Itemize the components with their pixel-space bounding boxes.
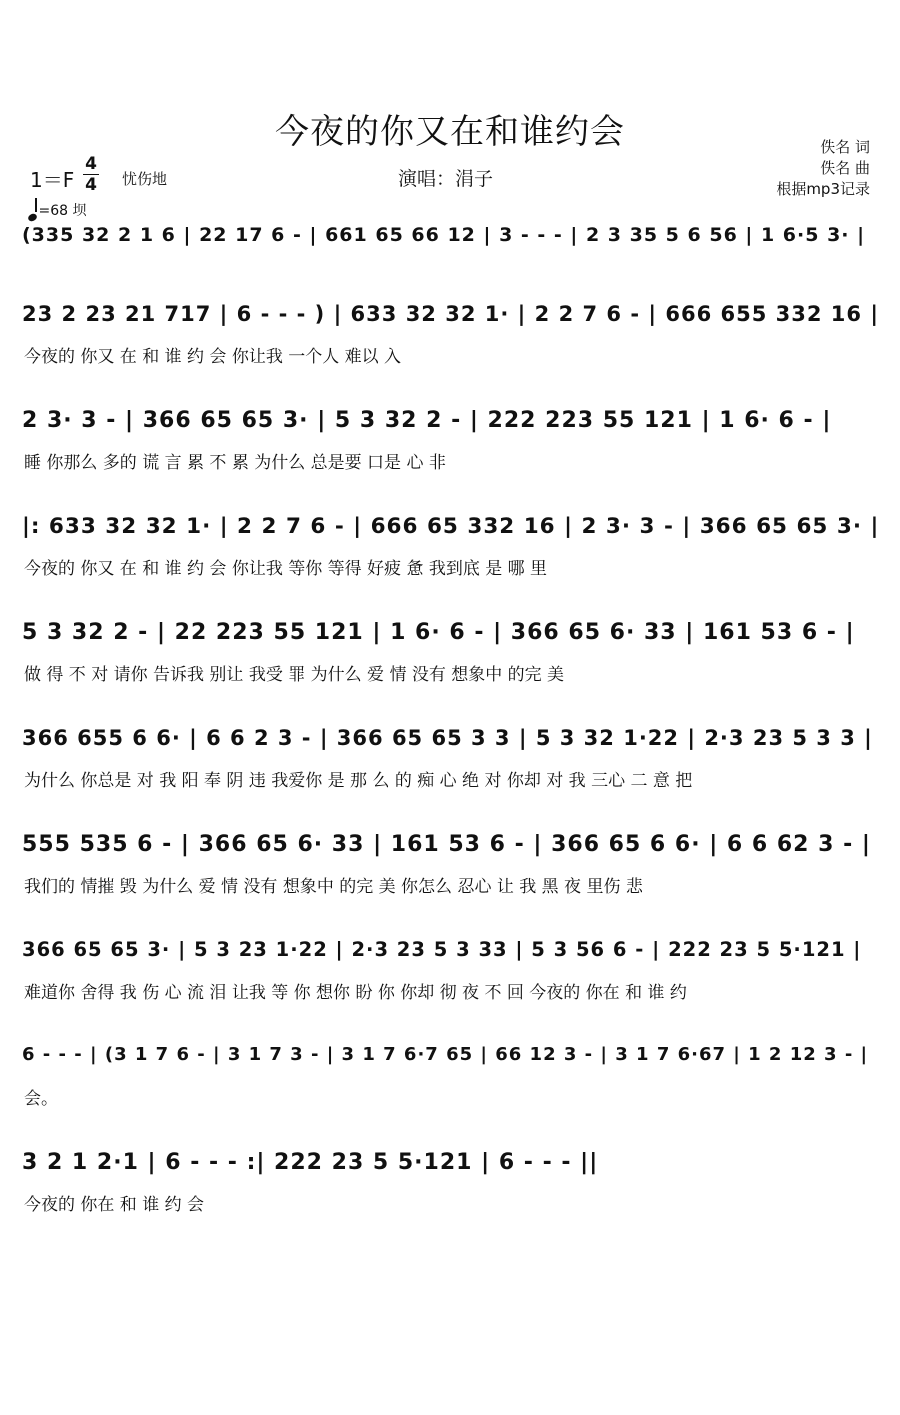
system-9-lyrics: 会。	[24, 1089, 58, 1109]
time-signature	[82, 154, 100, 195]
system-4-lyrics: 今夜的 你又 在 和 谁 约 会 你让我 等你 等得 好疲 惫 我到底 是 哪 里	[24, 559, 548, 579]
system-4-notes: |: 633 32 32 1· | 2 2 7 6 - | 666 65 332 16 | 2 3· 3 - | 366 65 65 3· |	[22, 514, 880, 539]
system-3-lyrics: 睡 你那么 多的 谎 言 累 不 累 为什么 总是要 口是 心 非	[24, 453, 446, 473]
system-5-lyrics: 做 得 不 对 请你 告诉我 别让 我受 罪 为什么 爱 情 没有 想象中 的完 美	[24, 665, 565, 685]
mood-marking: 忧伤地	[122, 170, 168, 188]
system-7-notes: 555 535 6 - | 366 65 6· 33 | 161 53 6 - | 366 65 6 6· | 6 6 62 3 - |	[22, 832, 871, 857]
credits	[776, 137, 870, 200]
note-stem-icon	[35, 198, 37, 212]
system-3-notes: 2 3· 3 - | 366 65 65 3· | 5 3 32 2 - | 222 223 55 121 | 1 6· 6 - |	[22, 408, 832, 433]
singer: 演唱：涓子	[398, 168, 494, 190]
time-signature-top: 4	[85, 154, 97, 174]
time-signature-bottom: 4	[85, 175, 97, 195]
tempo-marking	[28, 200, 87, 220]
credit-music: 佚名 曲	[820, 159, 870, 177]
system-10-notes: 3 2 1 2·1 | 6 - - - :| 222 23 5 5·121 | 6 - - - ||	[22, 1150, 599, 1175]
system-9-notes: 6 - - - | (3 1 7 6 - | 3 1 7 3 - | 3 1 7 6·7 65 | 66 12 3 - | 3 1 7 6·67 | 1 2 12 3 - |	[22, 1044, 869, 1065]
system-7-lyrics: 我们的 情摧 毁 为什么 爱 情 没有 想象中 的完 美 你怎么 忍心 让 我 黑 夜 里伤 悲	[24, 877, 643, 897]
credit-source: 根据mp3记录	[776, 180, 870, 198]
system-8-notes: 366 65 65 3· | 5 3 23 1·22 | 2·3 23 5 3 33 | 5 3 56 6 - | 222 23 5 5·121 |	[22, 938, 862, 961]
system-1-notes: (335 32 2 1 6 | 22 17 6 - | 661 65 66 12 | 3 - - - | 2 3 35 5 6 56 | 1 6·5 3· |	[22, 224, 866, 246]
system-10-lyrics: 今夜的 你在 和 谁 约 会	[24, 1195, 205, 1215]
system-8-lyrics: 难道你 舍得 我 伤 心 流 泪 让我 等 你 想你 盼 你 你却 彻 夜 不 回 今夜的 你在 和 谁 约	[24, 983, 687, 1003]
system-2-lyrics: 今夜的 你又 在 和 谁 约 会 你让我 一个人 难以 入	[24, 347, 402, 367]
system-6-notes: 366 655 6 6· | 6 6 2 3 - | 366 65 65 3 3 | 5 3 32 1·22 | 2·3 23 5 3 3 |	[22, 726, 873, 750]
system-6-lyrics: 为什么 你总是 对 我 阳 奉 阴 违 我爱你 是 那 么 的 痴 心 绝 对 你却 对 我 三心 二 意 把	[24, 771, 693, 791]
system-5-notes: 5 3 32 2 - | 22 223 55 121 | 1 6· 6 - | 366 65 6· 33 | 161 53 6 - |	[22, 620, 855, 645]
credit-lyrics: 佚名 词	[820, 138, 870, 156]
key-signature: 1＝F	[30, 168, 75, 192]
tempo-text: =68 坝	[38, 203, 87, 219]
system-2-notes: 23 2 23 21 717 | 6 - - - ) | 633 32 32 1· | 2 2 7 6 - | 666 655 332 16 |	[22, 302, 879, 326]
quarter-note-icon	[27, 212, 38, 222]
song-title: 今夜的你又在和谁约会	[275, 112, 625, 152]
